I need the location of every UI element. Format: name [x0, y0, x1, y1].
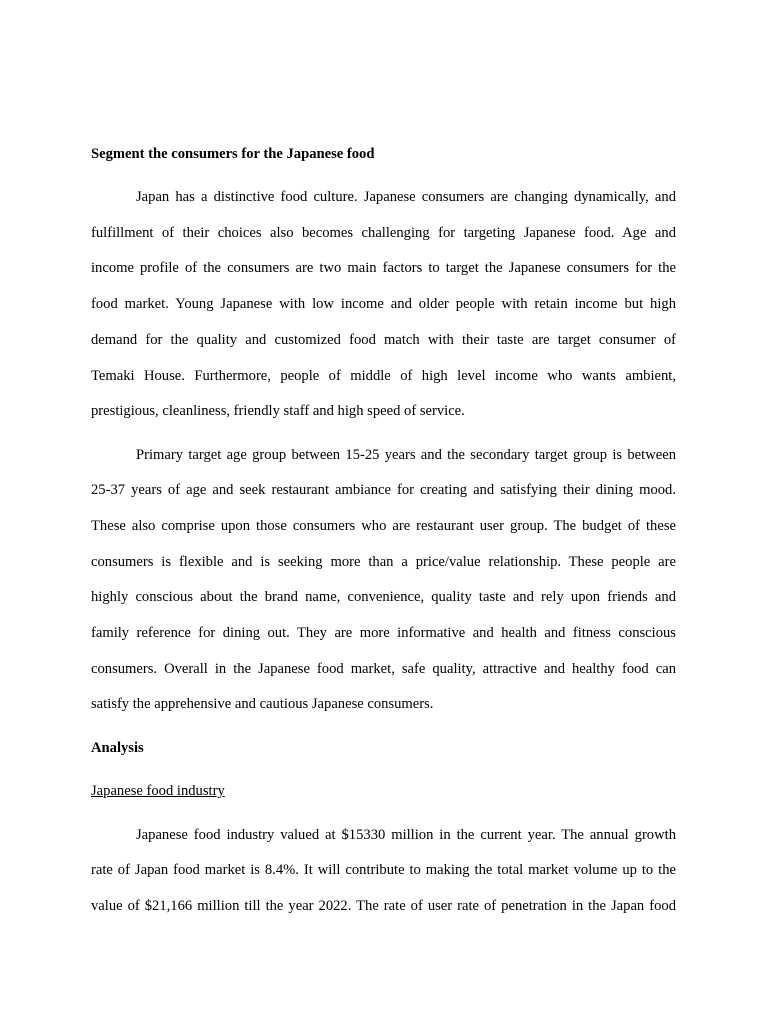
paragraph-line: family reference for dining out. They are more informative and health and fitness conscious [91, 625, 676, 641]
paragraph-line: satisfy the apprehensive and cautious Japanese consumers. [91, 696, 434, 712]
paragraph-line: rate of Japan food market is 8.4%. It will contribute to making the total market volume up to the [91, 862, 676, 878]
paragraph-line: 25-37 years of age and seek restaurant ambiance for creating and satisfying their dining mood. [91, 482, 676, 498]
paragraph-line: demand for the quality and customized food match with their taste are target consumer of [91, 332, 676, 348]
paragraph-line: consumers is flexible and is seeking more than a price/value relationship. These people are [91, 554, 676, 570]
paragraph-line: highly conscious about the brand name, convenience, quality taste and rely upon friends and [91, 589, 676, 605]
paragraph-line: fulfillment of their choices also becomes challenging for targeting Japanese food. Age and [91, 225, 676, 241]
subheading-japanese-food-industry: Japanese food industry [91, 783, 225, 799]
paragraph-line: consumers. Overall in the Japanese food market, safe quality, attractive and healthy food can [91, 661, 676, 677]
section-heading-segment: Segment the consumers for the Japanese food [91, 146, 375, 162]
paragraph-line: Temaki House. Furthermore, people of middle of high level income who wants ambient, [91, 368, 676, 384]
paragraph-line: Japan has a distinctive food culture. Japanese consumers are changing dynamically, and [136, 189, 676, 205]
paragraph-line: Primary target age group between 15-25 years and the secondary target group is between [136, 447, 676, 463]
paragraph-line: food market. Young Japanese with low income and older people with retain income but high [91, 296, 676, 312]
paragraph-line: These also comprise upon those consumers who are restaurant user group. The budget of these [91, 518, 676, 534]
paragraph-line: prestigious, cleanliness, friendly staff and high speed of service. [91, 403, 465, 419]
section-heading-analysis: Analysis [91, 740, 144, 756]
paragraph-line: income profile of the consumers are two main factors to target the Japanese consumers for the [91, 260, 676, 276]
paragraph-line: value of $21,166 million till the year 2022. The rate of user rate of penetration in the Japan food [91, 898, 676, 914]
paragraph-line: Japanese food industry valued at $15330 million in the current year. The annual growth [136, 827, 676, 843]
